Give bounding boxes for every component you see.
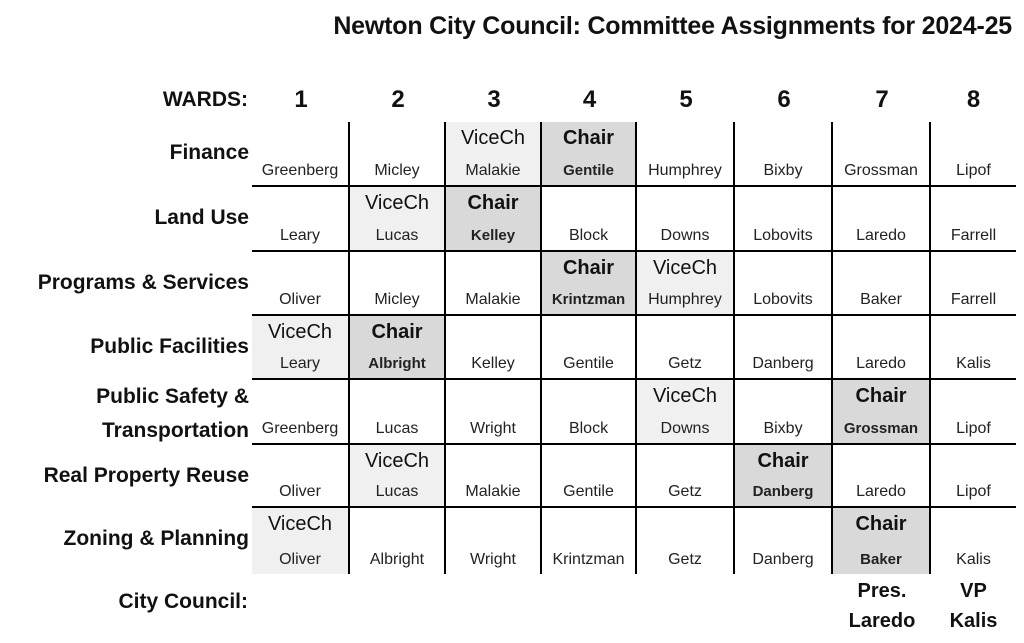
assignment-cell (735, 252, 833, 316)
vice-chair-role: ViceCh (652, 385, 718, 407)
assignment-cell (833, 252, 931, 316)
assignment-cell (446, 445, 542, 508)
assignment-cell (446, 252, 542, 316)
councilor-name: Micley (374, 291, 420, 308)
assignment-cell (735, 187, 833, 252)
assignment-cell (833, 508, 931, 574)
assignment-cell (350, 187, 446, 252)
assignment-cell (252, 316, 350, 380)
chair-role: Chair (855, 385, 907, 407)
councilor-name: Oliver (279, 483, 321, 500)
councilor-name: Farrell (950, 291, 997, 308)
ward-header-3: 3 (487, 86, 501, 113)
councilor-name: Baker (860, 291, 902, 308)
ward-header-7: 7 (875, 86, 889, 113)
assignment-cell (735, 316, 833, 380)
councilor-name: Gentile (563, 355, 614, 372)
president-title: Pres. (857, 580, 907, 602)
committee-label-line: Transportation (101, 419, 249, 442)
assignment-cell (931, 508, 1016, 574)
assignment-cell (350, 445, 446, 508)
assignment-cell (350, 316, 446, 380)
assignment-cell (252, 380, 350, 445)
ward-header-1: 1 (294, 86, 308, 113)
ward-header-6: 6 (777, 86, 791, 113)
assignment-cell (542, 445, 637, 508)
assignment-cell (637, 508, 735, 574)
councilor-name: Humphrey (648, 162, 722, 179)
page-title: Newton City Council: Committee Assignments for 2024-25 (333, 12, 1012, 40)
chair-role: Chair (757, 450, 809, 472)
assignment-cell (542, 122, 637, 187)
vice-president-name: Kalis (949, 610, 998, 632)
chair-role: Chair (371, 321, 423, 343)
assignment-cell (931, 187, 1016, 252)
councilor-name: Farrell (950, 227, 997, 244)
councilor-name: Laredo (856, 227, 906, 244)
assignment-cell (542, 316, 637, 380)
councilor-name: Kelley (470, 227, 516, 244)
assignment-cell (637, 187, 735, 252)
assignment-cell (446, 187, 542, 252)
assignment-cell (252, 445, 350, 508)
councilor-name: Danberg (752, 483, 814, 500)
councilor-name: Lipof (956, 483, 991, 500)
councilor-name: Greenberg (261, 420, 339, 437)
assignment-cell (446, 122, 542, 187)
ward-header-5: 5 (679, 86, 693, 113)
councilor-name: Lipof (956, 162, 991, 179)
councilor-name: Lobovits (753, 291, 813, 308)
councilor-name: Getz (668, 355, 702, 372)
councilor-name: Kalis (956, 551, 991, 568)
assignment-cell (252, 122, 350, 187)
assignment-cell (833, 187, 931, 252)
vice-president (931, 576, 1016, 636)
councilor-name: Lobovits (753, 227, 813, 244)
assignment-cell (446, 380, 542, 445)
councilor-name: Wright (470, 420, 516, 437)
assignment-cell (637, 316, 735, 380)
committee-label: Programs & Services (37, 271, 249, 294)
assignment-cell (833, 445, 931, 508)
assignment-cell (542, 252, 637, 316)
ward-header-8: 8 (966, 86, 981, 113)
assignment-cell (350, 508, 446, 574)
vice-chair-role: ViceCh (364, 192, 430, 214)
committee-label-line: Public Safety & (96, 385, 249, 408)
councilor-name: Wright (470, 551, 516, 568)
councilor-name: Kalis (956, 355, 991, 372)
councilor-name: Malakie (465, 162, 521, 179)
assignment-cell (735, 445, 833, 508)
president (833, 576, 931, 636)
assignment-cell (931, 316, 1016, 380)
councilor-name: Block (568, 420, 609, 437)
councilor-name: Bixby (763, 420, 803, 437)
assignment-cell (446, 508, 542, 574)
assignment-cell (350, 380, 446, 445)
ward-header-2: 2 (391, 86, 405, 113)
councilor-name: Malakie (465, 291, 521, 308)
councilor-name: Getz (668, 483, 702, 500)
committee-label (0, 380, 249, 448)
vice-chair-role: ViceCh (267, 321, 333, 343)
assignment-cell (252, 252, 350, 316)
councilor-name: Block (568, 227, 609, 244)
assignment-cell (542, 380, 637, 445)
chair-role: Chair (855, 513, 907, 535)
assignment-cell (252, 187, 350, 252)
councilor-name: Getz (668, 551, 702, 568)
president-name: Laredo (848, 610, 916, 632)
assignment-cell (637, 445, 735, 508)
assignment-cell (833, 122, 931, 187)
assignment-cell (931, 445, 1016, 508)
assignment-cell (931, 380, 1016, 445)
councilor-name: Albright (368, 355, 426, 372)
assignment-cell (637, 122, 735, 187)
councilor-name: Gentile (563, 162, 614, 179)
councilor-name: Krintzman (551, 291, 626, 308)
councilor-name: Grossman (844, 162, 918, 179)
councilor-name: Oliver (279, 551, 321, 568)
assignment-cell (735, 122, 833, 187)
councilor-name: Laredo (856, 483, 906, 500)
councilor-name: Grossman (843, 420, 919, 437)
councilor-name: Danberg (752, 355, 814, 372)
committee-label: Land Use (154, 206, 249, 229)
councilor-name: Malakie (465, 483, 521, 500)
councilor-name: Downs (660, 420, 710, 437)
councilor-name: Lucas (375, 420, 419, 437)
assignment-cell (735, 508, 833, 574)
councilor-name: Greenberg (261, 162, 339, 179)
vice-chair-role: ViceCh (652, 257, 718, 279)
councilor-name: Lucas (375, 227, 419, 244)
councilor-name: Danberg (752, 551, 814, 568)
assignment-cell (735, 380, 833, 445)
assignments-grid (252, 122, 1016, 574)
councilor-name: Kelley (471, 355, 515, 372)
vice-chair-role: ViceCh (364, 450, 430, 472)
vice-president-title: VP (960, 580, 987, 602)
assignment-cell (350, 252, 446, 316)
assignment-cell (637, 380, 735, 445)
councilor-name: Laredo (856, 355, 906, 372)
councilor-name: Oliver (279, 291, 321, 308)
chair-role: Chair (562, 127, 615, 149)
chair-role: Chair (467, 192, 519, 214)
assignment-cell (833, 316, 931, 380)
committee-label: Public Facilities (90, 335, 249, 358)
assignment-cell (252, 508, 350, 574)
assignment-cell (833, 380, 931, 445)
vice-chair-role: ViceCh (460, 127, 526, 149)
vice-chair-role: ViceCh (267, 513, 333, 535)
wards-label: WARDS: (162, 88, 248, 111)
committee-label: Real Property Reuse (43, 464, 249, 487)
councilor-name: Micley (374, 162, 420, 179)
ward-header-4: 4 (582, 86, 597, 113)
councilor-name: Lipof (956, 420, 991, 437)
committee-label: Zoning & Planning (63, 527, 249, 550)
councilor-name: Gentile (563, 483, 614, 500)
councilor-name: Leary (279, 355, 321, 372)
councilor-name: Baker (860, 551, 902, 568)
chair-role: Chair (562, 257, 615, 279)
committee-label: Finance (169, 141, 249, 164)
assignment-cell (446, 316, 542, 380)
councilor-name: Lucas (375, 483, 419, 500)
city-council-label: City Council: (118, 590, 248, 613)
councilor-name: Albright (369, 551, 425, 568)
assignment-cell (542, 187, 637, 252)
councilor-name: Leary (279, 227, 321, 244)
councilor-name: Humphrey (648, 291, 722, 308)
assignment-cell (931, 122, 1016, 187)
councilor-name: Bixby (763, 162, 803, 179)
councilor-name: Krintzman (552, 551, 625, 568)
assignment-cell (931, 252, 1016, 316)
assignment-cell (637, 252, 735, 316)
assignment-cell (542, 508, 637, 574)
assignment-cell (350, 122, 446, 187)
councilor-name: Downs (660, 227, 710, 244)
